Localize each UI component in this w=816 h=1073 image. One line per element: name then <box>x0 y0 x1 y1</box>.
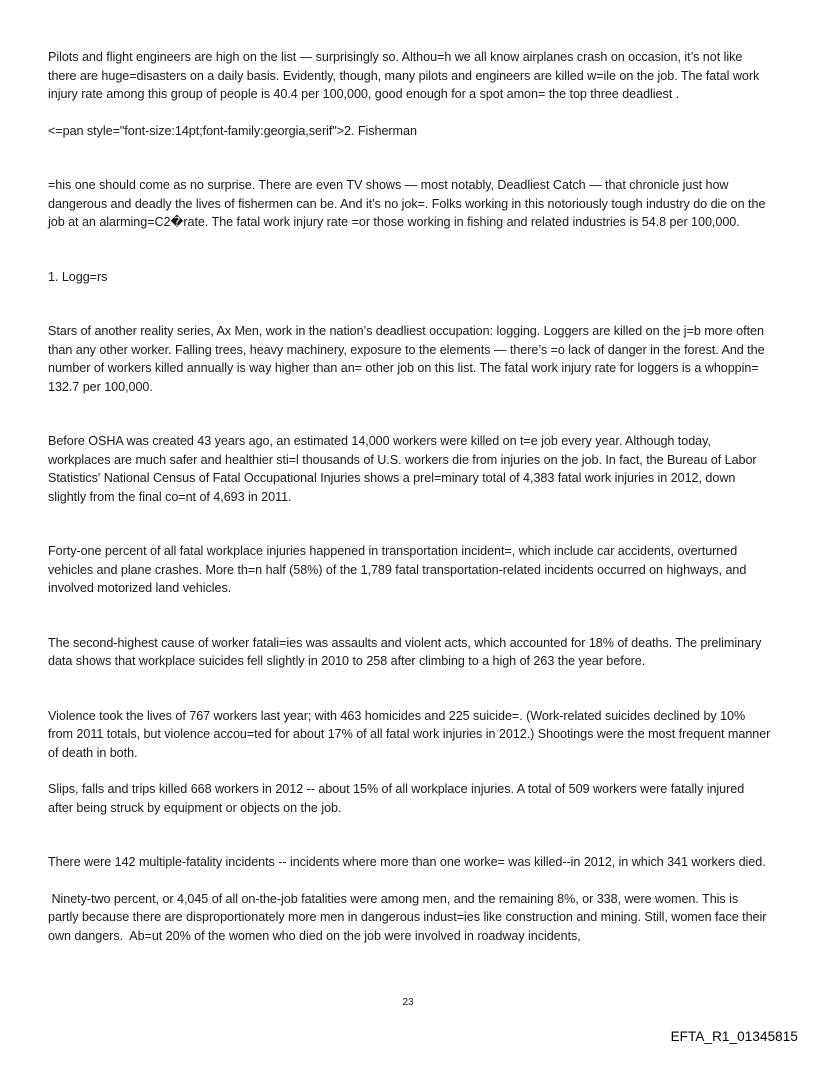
document-id: EFTA_R1_01345815 <box>670 1029 798 1044</box>
paragraph-violence: Violence took the lives of 767 workers last year; with 463 homicides and 225 suicide=. (Work-related suicides declined by 10% from 2011 totals, but violence accou=ted for about 17% of all fatal work injuries in 2012.) Shootings were the most frequent manner of death in both. <box>48 708 771 760</box>
paragraph-pilots: Pilots and flight engineers are high on the list — surprisingly so. Althou=h we all know airplanes crash on occasion, it’s not like there are huge=disasters on a daily basis. Evidently, though, many pilots and engineers are killed w=ile on the job. The fatal work injury rate among this group of people is 40.4 per 100,000, good enough for a spot amon= the top three deadliest . <box>48 50 760 101</box>
paragraph-gender: Ninety-two percent, or 4,045 of all on-the-job fatalities were among men, and the remaining 8%, or 338, were women. This is partly because there are disproportionately more men in dangerous indust=ies like construction and mining. Still, women face their own dangers. Ab=ut 20% of the women who died on the job were involved in roadway incidents, <box>48 891 770 943</box>
page-number: 23 <box>402 997 414 1008</box>
paragraph-loggers: Stars of another reality series, Ax Men, work in the nation’s deadliest occupation: logging. Loggers are killed on the j=b more often than any other worker. Falling trees, heavy machinery, exposure to the elements — there’s =o lack of danger in the forest. And the number of workers killed annually is way higher than an= other job on this list. The fatal work injury rate for loggers is a whoppin= 132.7 per 100,000. <box>48 324 765 394</box>
paragraph-slips: Slips, falls and trips killed 668 workers in 2012 -- about 15% of all workplace injuries. A total of 509 workers were fatally injured after being struck by equipment or objects on the job. <box>48 782 745 815</box>
paragraph-assaults: The second-highest cause of worker fatali=ies was assaults and violent acts, which accounted for 18% of deaths. The preliminary data shows that workplace suicides fell slightly in 2010 to 258 after climbing to a high of 263 the year before. <box>48 635 762 668</box>
paragraph-osha: Before OSHA was created 43 years ago, an estimated 14,000 workers were killed on t=e job every year. Although today, workplaces are much safer and healthier sti=l thousands of U.S. workers die from injuries on the job. In fact, the Bureau of Labor Statistics' National Census of Fatal Occupational Injuries shows a prel=minary total of 4,383 fatal work injuries in 2012, down slightly from the final co=nt of 4,693 in 2011. <box>48 434 757 504</box>
paragraph-multiple-fatality: There were 142 multiple-fatality incidents -- incidents where more than one worke= was killed--in 2012, in which 341 workers died. <box>48 855 766 869</box>
heading-loggers: 1. Logg=rs <box>48 269 108 284</box>
paragraph-transportation: Forty-one percent of all fatal workplace injuries happened in transportation incident=, which include car accidents, overturned vehicles and plane crashes. More th=n half (58%) of the 1,789 fatal transportation-related incidents occurred on highways, and involved motorized land vehicles. <box>48 544 747 595</box>
heading-fisherman: <=pan style="font-size:14pt;font-family:georgia,serif">2. Fisherman <box>48 123 417 138</box>
document-body <box>48 48 772 945</box>
paragraph-fisherman: =his one should come as no surprise. There are even TV shows — most notably, Deadliest Catch — that chronicle just how dangerous and deadly the lives of fishermen can be. And it’s no jok=. Folks working in this notoriously tough industry do die on the job at an alarming=C2�rate. The fatal work injury rate =or those working in fishing and related industries is 54.8 per 100,000. <box>48 178 766 229</box>
